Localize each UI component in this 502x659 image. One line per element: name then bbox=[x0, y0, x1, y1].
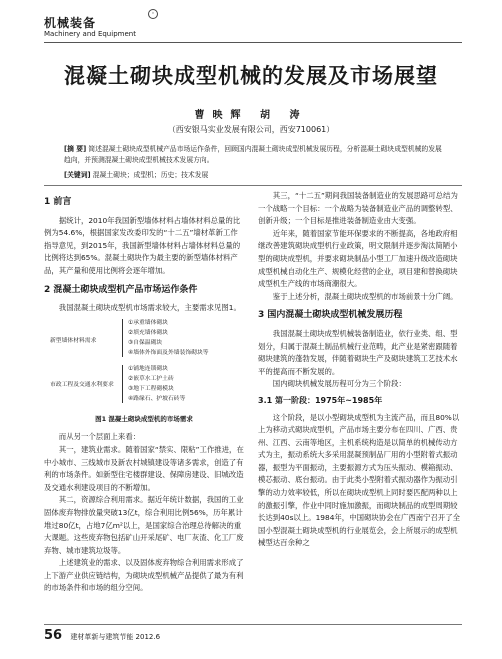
abstract-divider bbox=[44, 185, 462, 186]
header-divider bbox=[44, 42, 462, 43]
figure-left-label-top: 新型墙体材料需求 bbox=[50, 337, 97, 344]
paragraph: 其二，资源综合利用需求。据近年统计数据，我国的工业固体废弃物排放量突破13亿t，综合利用比例56%，历年累计堆过80亿t，占地7亿m²以上，是国家综合治理总待解决的重大课题。这些废弃物包括矿山开采尾矿、电厂灰渣、化工厂废弃物、城市建筑垃圾等。 bbox=[44, 495, 244, 555]
paragraph: 我国混凝土砌块成型机械装备制造业，依行业类、组、型划分，归属于混凝土制品机械行业范畴，此产业是紧密跟随着砌块建筑的蓬勃发展，伴随着砌块生产及砌块建筑工艺技术水平的提高而不断发展的。 bbox=[258, 328, 458, 376]
figure-item: ②填充墙体砌块 bbox=[128, 329, 168, 336]
figure-item: ④路缘石、护坡石砖等 bbox=[128, 395, 186, 402]
page-footer bbox=[44, 628, 160, 643]
figure-left-label-bottom: 市政工程及交通水利要求 bbox=[50, 381, 114, 388]
abstract bbox=[64, 144, 446, 166]
paragraph: 据统计，2010年我国新型墙体材料占墙体材料总量的比例为54.6%，根据国家发改委印发的“十二五”墙材革新工作指导意见，到2015年，我国新型墙体材料占墙体材料总量的比例将达到65%。混凝土砌块作为最主要的新型墙体材料产品，其产量和使用比例将会逐年增加。 bbox=[44, 215, 241, 275]
figure-item: ②嵌草水工护土砖 bbox=[128, 375, 174, 382]
figure-item: ④墙体外饰面及外墙装饰砌块等 bbox=[128, 349, 209, 356]
figure-item: ①铺地连锁砌块 bbox=[128, 365, 168, 372]
journal-section-title: 机械装备 bbox=[44, 16, 97, 30]
journal-info: 建材革新与建筑节能 2012.6 bbox=[70, 633, 161, 641]
paragraph: 其三，“十二五”期间我国装备制造业的发展思路可总结为一个战略一个目标：一个战略为装备制造业产品的调整转型、创新升级；一个目标是推进装备制造业由大变强。 bbox=[258, 191, 458, 226]
abstract-text: 简述混凝土砌块成型机械产品市场运作条件，回顾国内混凝土砌块成型机械发展历程，分析混凝土砌块成型机械的发展趋向，并预测混凝土砌块成型机械技术发展方向。 bbox=[64, 145, 442, 164]
abstract-label: [摘 要] bbox=[64, 145, 87, 153]
figure-item: ③地下工程砌模块 bbox=[128, 385, 174, 392]
footer-divider bbox=[44, 624, 462, 625]
article-title: 混凝土砌块成型机械的发展及市场展望 bbox=[64, 63, 438, 88]
figure-1 bbox=[44, 317, 244, 409]
authors: 曹映辉 胡 涛 bbox=[194, 110, 308, 121]
paragraph: 国内砌块机械发展历程可分为三个阶段： bbox=[272, 379, 406, 389]
paragraph: 我国混凝土砌块成型机市场需求较大，主要需求见图1。 bbox=[58, 303, 241, 313]
paragraph: 其一，建筑业需求。随着国家“禁实、限粘”工作推进，在中小城市、三线城市及新农村城镇建设等诸多需求，创造了有利的市场条件。如新型住宅楼群建设、保障房建设、旧城改造及交通水利建设项目的不断增加。 bbox=[44, 444, 244, 492]
keywords-text: 混凝土砌块；成型机；历史；技术发展 bbox=[92, 171, 209, 179]
section-1-heading: 1 前言 bbox=[44, 197, 72, 207]
figure-bracket bbox=[122, 319, 123, 357]
figure-bracket bbox=[122, 365, 123, 403]
keywords-label: [关键词] bbox=[64, 171, 91, 179]
figure-item: ③自保温砌块 bbox=[128, 339, 163, 346]
keywords bbox=[64, 170, 446, 181]
paragraph: 上述建筑业的需求、以及固体废弃物综合利用需求形成了上下游产业供应链结构，为砌块成型机械产品提供了最为有利的市场条件和市场的组分空间。 bbox=[44, 558, 244, 593]
figure-item: ①承重墙体砌块 bbox=[128, 319, 168, 326]
paragraph: 而从另一个层面上来看： bbox=[58, 432, 141, 442]
page-number: 56 bbox=[44, 628, 63, 643]
affiliation: （西安银马实业发展有限公司，西安710061） bbox=[167, 125, 335, 134]
section-3-1-heading: 3.1 第一阶段：1975年~1985年 bbox=[258, 395, 383, 405]
left-column bbox=[44, 190, 244, 595]
section-2-heading: 2 混凝土砌块成型机产品市场运作条件 bbox=[44, 284, 198, 295]
circle-icon: ◦ bbox=[148, 9, 158, 19]
right-column bbox=[258, 190, 462, 550]
section-3-heading: 3 国内混凝土砌块成型机械发展历程 bbox=[258, 310, 403, 321]
journal-section-subtitle: Machinery and Equipment bbox=[44, 30, 136, 38]
figure-caption: 图1 混凝土砌块成型机的市场需求 bbox=[95, 414, 193, 423]
paragraph: 这个阶段，是以小型砌块成型机为主流产品，而且80%以上为移动式砌块成型机，产品市场主要分布在四川、广西、贵州、江西、云南等地区，主机系统构造是以简单的机械传动方式为主，振动系统大多采用混凝预制品厂用的小型附着式振动器，振型为平面振动，主要振源方式为压头振动、模箱振动、模芯振动、底台振动。由于此类小型附着式振动器作为振动引擎的动力效率较低，所以在砌块成型机上同时要匹配两种以上的激振引擎，作业中同时施加激振，而砌块制品的成型周期较长达到40s以上。1984年，中国砌块协会在广西南宁召开了全国小型混凝土砌块成型机的行业展览会，会上所展示的成型机械型达百余种之 bbox=[258, 412, 461, 548]
paragraph: 鉴于上述分析，混凝土砌块成型机的市场前景十分广阔。 bbox=[272, 291, 458, 301]
paragraph: 近年来，随着国家节能环保要求的不断提高，各地政府相继改善建筑砌块成型机行业政策，明文限制并逐步淘汰简陋小型的砌块成型机，并要求砌块制品小型工厂加速升级改造砌块成型机械自动化生产、规模化经营的企业，项目建和替换砌块成型机生产线的市场商潮很大。 bbox=[258, 228, 458, 289]
